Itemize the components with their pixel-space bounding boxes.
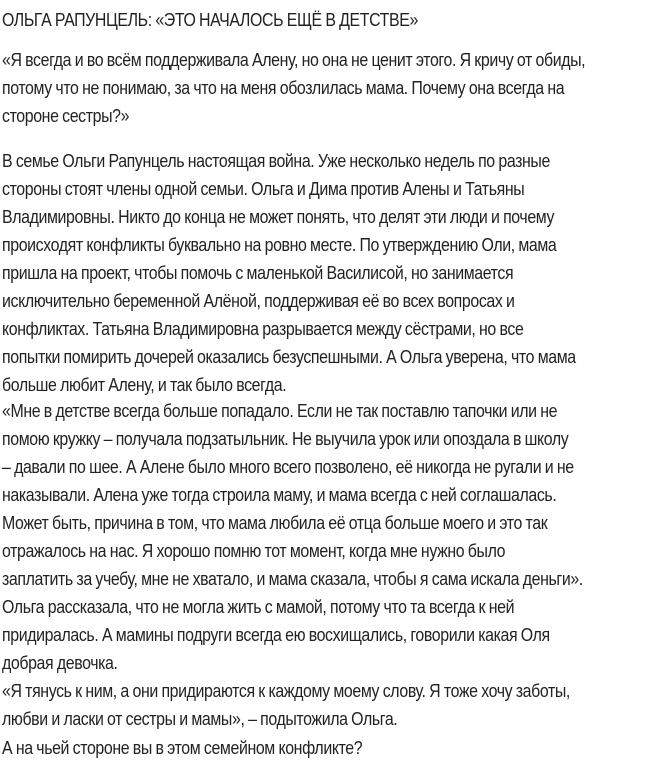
- article-title: ОЛЬГА РАПУНЦЕЛЬ: «ЭТО НАЧАЛОСЬ ЕЩЁ В ДЕТСТВЕ»: [2, 9, 418, 30]
- text-line: конфликтах. Татьяна Владимировна разрывается между сёстрами, но все: [2, 318, 524, 339]
- text-line: стороны стоят члены одной семьи. Ольга и Дима против Алены и Татьяны: [2, 178, 525, 199]
- text-line: придиралась. А мамины подруги всегда ею восхищались, говорили какая Оля: [2, 624, 550, 645]
- text-line: В семье Ольги Рапунцель настоящая война. Уже несколько недель по разные: [2, 150, 550, 171]
- text-line: «Я всегда и во всём поддерживала Алену, но она не ценит этого. Я кричу от обиды,: [2, 49, 586, 70]
- text-line: отражалось на нас. Я хорошо помню тот момент, когда мне нужно было: [2, 540, 506, 561]
- text-line: добрая девочка.: [2, 652, 118, 673]
- text-line: Ольга рассказала, что не могла жить с мамой, потому что та всегда к ней: [2, 596, 515, 617]
- text-line: Может быть, причина в том, что мама любила её отца больше моего и это так: [2, 512, 548, 533]
- text-line: любви и ласки от сестры и мамы», – подытожила Ольга.: [2, 708, 398, 729]
- text-line: исключительно беременной Алёной, поддерживая её во всех вопросах и: [2, 290, 515, 311]
- text-line: происходят конфликты буквально на ровно месте. По утверждению Оли, мама: [2, 234, 557, 255]
- text-line: «Мне в детстве всегда больше попадало. Если не так поставлю тапочки или не: [2, 400, 558, 421]
- text-line: помою кружку – получала подзатыльник. Не выучила урок или опоздала в школу: [2, 428, 569, 449]
- paragraph-closing-quote: [2, 677, 570, 733]
- text-line: стороне сестры?»: [2, 105, 130, 126]
- paragraph-reader-question: [2, 734, 362, 762]
- paragraph-childhood-quote: [2, 397, 583, 677]
- text-line: А на чьей стороне вы в этом семейном конфликте?: [2, 737, 363, 758]
- paragraph-quote-intro: [2, 46, 585, 130]
- text-line: потому что не понимаю, за что на меня обозлилась мама. Почему она всегда на: [2, 77, 565, 98]
- paragraph-family-war: [2, 147, 576, 399]
- text-line: – давали по шее. А Алене было много всего позволено, её никогда не ругали и не: [2, 456, 574, 477]
- text-line: наказывали. Алена уже тогда строила маму, и мама всегда с ней соглашалась.: [2, 484, 557, 505]
- text-line: попытки помирить дочерей оказались безуспешными. А Ольга уверена, что мама: [2, 346, 576, 367]
- text-line: Владимировны. Никто до конца не может понять, что делят эти люди и почему: [2, 206, 555, 227]
- text-line: «Я тянусь к ним, а они придираются к каждому моему слову. Я тоже хочу заботы,: [2, 680, 570, 701]
- text-line: заплатить за учебу, мне не хватало, и мама сказала, чтобы я сама искала деньги».: [2, 568, 583, 589]
- text-line: больше любит Алену, и так было всегда.: [2, 374, 287, 395]
- text-line: пришла на проект, чтобы помочь с маленькой Василисой, но занимается: [2, 262, 514, 283]
